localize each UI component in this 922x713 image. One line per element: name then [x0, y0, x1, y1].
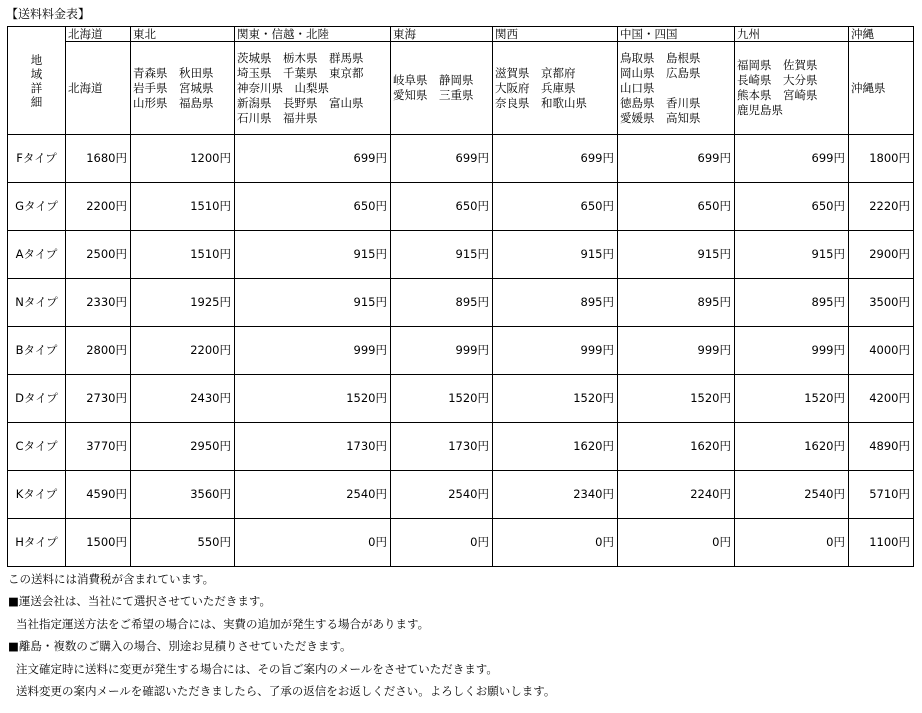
- package-type: Kタイプ: [8, 471, 66, 519]
- prefecture-line: 愛知県 三重県: [393, 88, 474, 102]
- price-cell: 895円: [618, 279, 735, 327]
- rate-row: [8, 327, 914, 375]
- price-cell: 650円: [618, 183, 735, 231]
- price-cell: 699円: [235, 135, 391, 183]
- prefecture-line: 奈良県 和歌山県: [495, 95, 587, 110]
- price-cell: 4200円: [849, 375, 914, 423]
- note-line: ■運送会社は、当社にて選択させていただきます。: [8, 594, 271, 609]
- price-cell: 1925円: [131, 279, 235, 327]
- price-cell: 2540円: [235, 471, 391, 519]
- prefecture-line: 愛媛県 高知県: [620, 110, 701, 125]
- prefecture-line: 鹿児島県: [737, 103, 783, 117]
- price-cell: 650円: [493, 183, 618, 231]
- region-name: 東海: [391, 27, 493, 42]
- region-name: 沖縄: [849, 27, 914, 42]
- prefecture-line: 石川県 福井県: [237, 110, 318, 125]
- price-cell: 1520円: [493, 375, 618, 423]
- price-cell: 3500円: [849, 279, 914, 327]
- price-cell: 2330円: [66, 279, 131, 327]
- price-cell: 2200円: [131, 327, 235, 375]
- package-type: Fタイプ: [8, 135, 66, 183]
- note-line: この送料には消費税が含まれています。: [8, 572, 215, 586]
- price-cell: 2800円: [66, 327, 131, 375]
- prefecture-line: 熊本県 宮崎県: [737, 88, 818, 102]
- package-type: Dタイプ: [8, 375, 66, 423]
- prefecture-cell: [235, 42, 391, 135]
- prefecture-line: 青森県 秋田県: [133, 65, 214, 80]
- price-cell: 4590円: [66, 471, 131, 519]
- price-cell: 915円: [618, 231, 735, 279]
- prefecture-line: 福岡県 佐賀県: [737, 58, 818, 72]
- price-cell: 3560円: [131, 471, 235, 519]
- price-cell: 895円: [391, 279, 493, 327]
- price-cell: 1680円: [66, 135, 131, 183]
- package-type: Nタイプ: [8, 279, 66, 327]
- region-detail-char: 域: [30, 66, 43, 81]
- price-cell: 895円: [493, 279, 618, 327]
- package-type: Hタイプ: [8, 519, 66, 567]
- price-cell: 1520円: [735, 375, 849, 423]
- price-cell: 2730円: [66, 375, 131, 423]
- price-cell: 999円: [235, 327, 391, 375]
- prefecture-line: 北海道: [68, 80, 103, 95]
- price-cell: 5710円: [849, 471, 914, 519]
- package-type: Cタイプ: [8, 423, 66, 471]
- rate-row: [8, 519, 914, 567]
- price-cell: 999円: [735, 327, 849, 375]
- region-detail-label: [8, 27, 66, 135]
- price-cell: 2430円: [131, 375, 235, 423]
- price-cell: 2500円: [66, 231, 131, 279]
- prefecture-line: 大阪府 兵庫県: [495, 80, 576, 95]
- price-cell: 2540円: [735, 471, 849, 519]
- price-cell: 0円: [235, 519, 391, 567]
- rate-row: [8, 279, 914, 327]
- price-cell: 915円: [493, 231, 618, 279]
- price-cell: 0円: [618, 519, 735, 567]
- prefecture-line: 岐阜県 静岡県: [393, 73, 474, 87]
- price-cell: 0円: [735, 519, 849, 567]
- prefecture-cell: [618, 42, 735, 135]
- region-detail-char: 詳: [30, 80, 43, 95]
- price-cell: 699円: [618, 135, 735, 183]
- prefecture-line: 徳島県 香川県: [620, 95, 701, 110]
- prefecture-line: 茨城県 栃木県 群馬県: [237, 50, 364, 65]
- rate-row: [8, 183, 914, 231]
- prefecture-line: 岡山県 広島県: [620, 65, 701, 80]
- price-cell: 999円: [391, 327, 493, 375]
- region-name: 北海道: [66, 27, 131, 42]
- prefecture-line: 岩手県 宮城県: [133, 80, 214, 95]
- rate-table-body: [8, 27, 914, 567]
- prefecture-cell: [391, 42, 493, 135]
- price-cell: 999円: [618, 327, 735, 375]
- price-cell: 1730円: [391, 423, 493, 471]
- prefecture-line: 鳥取県 島根県: [620, 50, 701, 65]
- prefecture-cell: [493, 42, 618, 135]
- rate-row: [8, 375, 914, 423]
- price-cell: 2900円: [849, 231, 914, 279]
- price-cell: 1520円: [618, 375, 735, 423]
- prefecture-cell: [66, 42, 131, 135]
- price-cell: 1510円: [131, 231, 235, 279]
- price-cell: 1730円: [235, 423, 391, 471]
- price-cell: 1520円: [235, 375, 391, 423]
- price-cell: 0円: [391, 519, 493, 567]
- note-line: 送料変更の案内メールを確認いただきましたら、了承の返信をお返しください。よろしくお願いします。: [16, 684, 556, 699]
- region-name: 関西: [493, 27, 618, 42]
- price-cell: 915円: [391, 231, 493, 279]
- price-cell: 915円: [235, 231, 391, 279]
- rate-row: [8, 471, 914, 519]
- prefecture-line: 山口県: [620, 80, 655, 95]
- price-cell: 1500円: [66, 519, 131, 567]
- shipping-rate-table: [7, 26, 914, 567]
- region-header-row: [8, 27, 914, 42]
- prefecture-line: 山形県 福島県: [133, 95, 214, 110]
- rate-row: [8, 423, 914, 471]
- price-cell: 699円: [735, 135, 849, 183]
- note-line: ■離島・複数のご購入の場合、別途お見積りさせていただきます。: [8, 639, 352, 654]
- package-type: Aタイプ: [8, 231, 66, 279]
- price-cell: 699円: [493, 135, 618, 183]
- prefecture-list: [237, 51, 388, 126]
- price-cell: 1800円: [849, 135, 914, 183]
- prefecture-row: [8, 42, 914, 135]
- note-line: 当社指定運送方法をご希望の場合には、実費の追加が発生する場合があります。: [16, 616, 430, 631]
- price-cell: 2340円: [493, 471, 618, 519]
- region-detail-char: 地: [30, 52, 43, 67]
- price-cell: 2220円: [849, 183, 914, 231]
- region-name: 関東・信越・北陸: [235, 27, 391, 42]
- rate-row: [8, 135, 914, 183]
- region-name: 九州: [735, 27, 849, 42]
- price-cell: 4000円: [849, 327, 914, 375]
- package-type: Gタイプ: [8, 183, 66, 231]
- price-cell: 2950円: [131, 423, 235, 471]
- region-name: 東北: [131, 27, 235, 42]
- prefecture-cell: [735, 42, 849, 135]
- prefecture-list: [737, 58, 846, 118]
- prefecture-list: [851, 81, 911, 96]
- price-cell: 999円: [493, 327, 618, 375]
- price-cell: 1620円: [735, 423, 849, 471]
- prefecture-cell: [849, 42, 914, 135]
- price-cell: 1620円: [618, 423, 735, 471]
- shipping-notes: [8, 568, 914, 702]
- price-cell: 1200円: [131, 135, 235, 183]
- prefecture-list: [133, 66, 232, 111]
- price-cell: 3770円: [66, 423, 131, 471]
- rate-row: [8, 231, 914, 279]
- prefecture-list: [620, 51, 732, 126]
- price-cell: 1520円: [391, 375, 493, 423]
- prefecture-cell: [131, 42, 235, 135]
- price-cell: 650円: [391, 183, 493, 231]
- price-cell: 915円: [235, 279, 391, 327]
- price-cell: 0円: [493, 519, 618, 567]
- prefecture-line: 新潟県 長野県 富山県: [237, 95, 364, 110]
- price-cell: 895円: [735, 279, 849, 327]
- prefecture-list: [495, 66, 615, 111]
- price-cell: 2540円: [391, 471, 493, 519]
- price-cell: 1100円: [849, 519, 914, 567]
- price-cell: 915円: [735, 231, 849, 279]
- region-name: 中国・四国: [618, 27, 735, 42]
- prefecture-list: [68, 81, 128, 96]
- package-type: Bタイプ: [8, 327, 66, 375]
- price-cell: 650円: [735, 183, 849, 231]
- price-cell: 550円: [131, 519, 235, 567]
- prefecture-line: 神奈川県 山梨県: [237, 80, 329, 95]
- page-title: 【送料料金表】: [6, 7, 91, 21]
- region-detail-char: 細: [30, 94, 43, 109]
- price-cell: 2240円: [618, 471, 735, 519]
- prefecture-line: 滋賀県 京都府: [495, 65, 576, 80]
- price-cell: 650円: [235, 183, 391, 231]
- price-cell: 2200円: [66, 183, 131, 231]
- prefecture-list: [393, 73, 490, 103]
- price-cell: 4890円: [849, 423, 914, 471]
- price-cell: 1620円: [493, 423, 618, 471]
- price-cell: 1510円: [131, 183, 235, 231]
- note-line: 注文確定時に送料に変更が発生する場合には、その旨ご案内のメールをさせていただきます。: [16, 661, 498, 676]
- prefecture-line: 埼玉県 千葉県 東京都: [237, 65, 364, 80]
- prefecture-line: 長崎県 大分県: [737, 73, 818, 87]
- prefecture-line: 沖縄県: [851, 80, 886, 95]
- price-cell: 699円: [391, 135, 493, 183]
